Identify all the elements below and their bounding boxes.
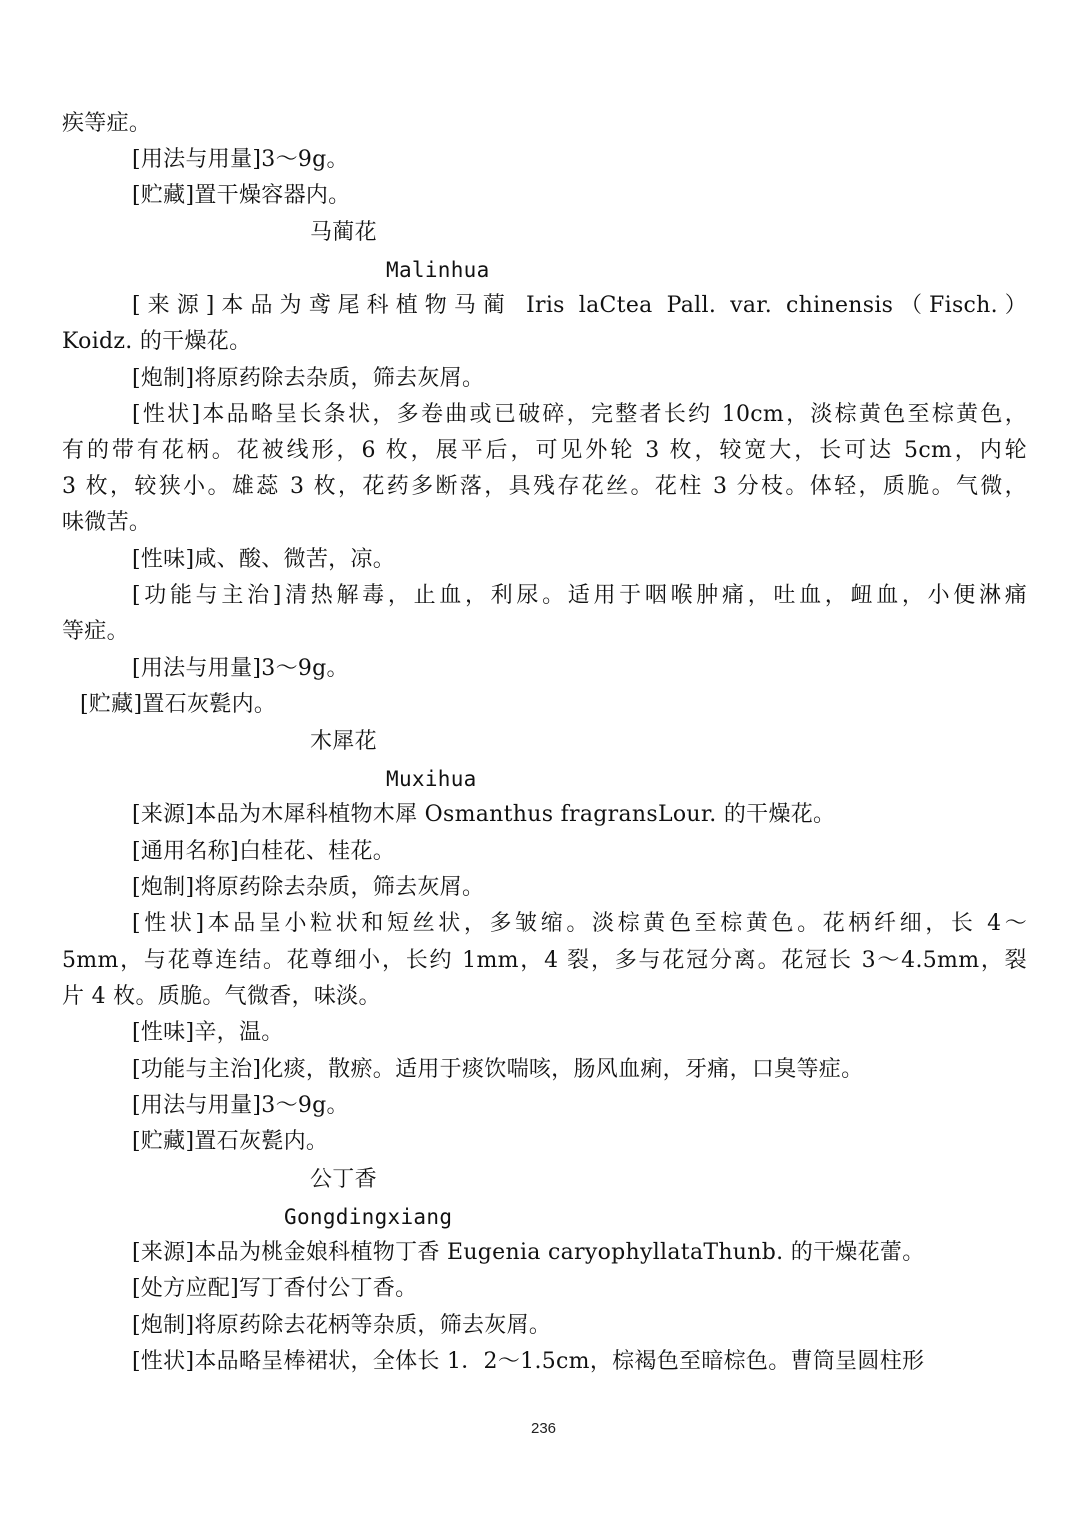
text-line: [来源]本品为鸢尾科植物马蔺 Iris laCtea Pall. var. chinensis（Fisch.）: [132, 293, 1027, 318]
text-line: [性状]本品呈小粒状和短丝状，多皱缩。淡棕黄色至棕黄色。花柄纤细，长 4～: [132, 911, 1027, 936]
entry-title: 公丁香: [310, 1167, 377, 1192]
text-line: [贮藏]置石灰甏内。: [80, 692, 277, 717]
text-line: [来源]本品为木犀科植物木犀 Osmanthus fragransLour. 的干燥花。: [132, 802, 836, 827]
entry-title: 马蔺花: [310, 220, 377, 245]
text-line: 疾等症。: [62, 111, 152, 136]
text-line: [性味]辛，温。: [132, 1020, 284, 1045]
text-line: [性状]本品略呈棒裙状，全体长 1．2～1.5cm，棕褐色至暗棕色。曹筒呈圆柱形: [132, 1349, 925, 1374]
text-line: [通用名称]白桂花、桂花。: [132, 839, 396, 864]
text-line: [功能与主治]清热解毒，止血，利尿。适用于咽喉肿痛，吐血，衄血，小便淋痛: [132, 583, 1027, 608]
entry-pinyin: Gongdingxiang: [284, 1205, 453, 1229]
page-number: 236: [530, 1420, 557, 1437]
text-line: 片 4 枚。质脆。气微香，味淡。: [62, 984, 381, 1009]
text-line: [炮制]将原药除去杂质，筛去灰屑。: [132, 875, 485, 900]
text-line: 等症。: [62, 619, 129, 644]
text-line: [贮藏]置干燥容器内。: [132, 183, 351, 208]
text-line: [贮藏]置石灰甏内。: [132, 1129, 329, 1154]
text-line: [处方应配]写丁香付公丁香。: [132, 1276, 418, 1301]
entry-pinyin: Muxihua: [386, 767, 477, 791]
text-line: 3 枚，较狭小。雄蕊 3 枚，花药多断落，具残存花丝。花柱 3 分枝。体轻，质脆。气微，: [62, 474, 1027, 499]
text-line: Koidz. 的干燥花。: [62, 329, 252, 354]
text-line: [来源]本品为桃金娘科植物丁香 Eugenia caryophyllataThunb. 的干燥花蕾。: [132, 1240, 925, 1265]
text-line: [用法与用量]3～9g。: [132, 656, 349, 681]
text-line: [炮制]将原药除去花柄等杂质，筛去灰屑。: [132, 1313, 552, 1338]
entry-pinyin: Malinhua: [386, 258, 490, 282]
text-line: [用法与用量]3～9g。: [132, 147, 349, 172]
text-line: 有的带有花柄。花被线形，6 枚，展平后，可见外轮 3 枚，较宽大，长可达 5cm，内轮: [62, 438, 1027, 463]
entry-title: 木犀花: [310, 729, 377, 754]
text-line: [用法与用量]3～9g。: [132, 1093, 349, 1118]
text-line: [性味]咸、酸、微苦，凉。: [132, 547, 396, 572]
text-line: [炮制]将原药除去杂质，筛去灰屑。: [132, 366, 485, 391]
text-line: 味微苦。: [62, 510, 152, 535]
text-line: [功能与主治]化痰，散瘀。适用于痰饮喘咳，肠风血痢，牙痛，口臭等症。: [132, 1057, 864, 1082]
text-line: 5mm，与花尊连结。花尊细小，长约 1mm，4 裂，多与花冠分离。花冠长 3～4.5mm，裂: [62, 948, 1027, 973]
text-line: [性状]本品略呈长条状，多卷曲或已破碎，完整者长约 10cm，淡棕黄色至棕黄色，: [132, 402, 1027, 427]
